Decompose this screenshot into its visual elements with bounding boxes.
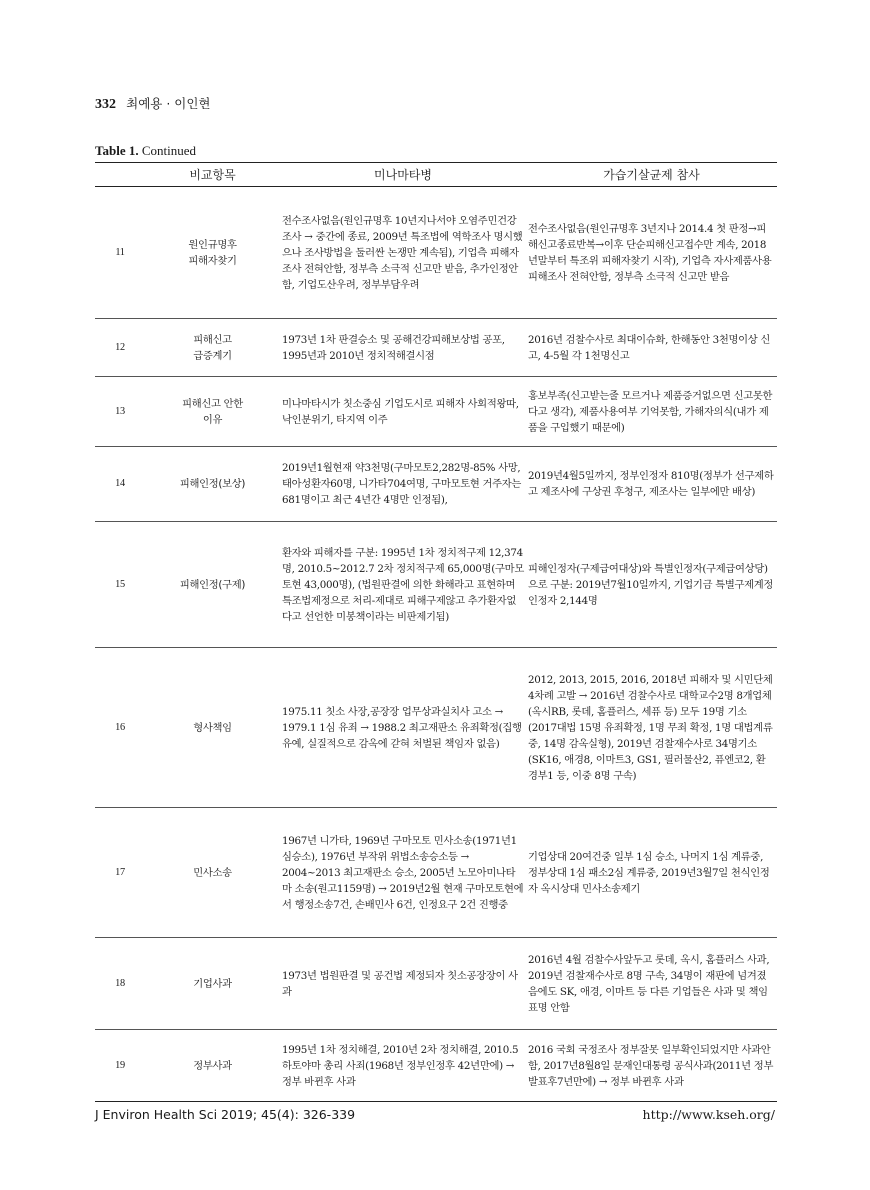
column-header-number [95,163,145,187]
table-caption-text: Continued [141,143,197,158]
row-number: 14 [95,447,145,522]
table-row [95,1030,777,1102]
table-row [95,648,777,808]
journal-url: http://www.kseh.org/ [642,1107,775,1122]
row-number: 13 [95,377,145,447]
humidifier-cell: 2016 국회 국정조사 정부잘못 일부확인되었지만 사과안함, 2017년8월8일 문재인대통령 공식사과(2011년 정부발표후7년만에) → 정부 바뀐후 사과 [526,1030,777,1102]
minamata-cell: 1973년 법원판결 및 공건법 제정되자 칫소공장장이 사과 [280,938,526,1030]
table-row [95,808,777,938]
table-label: Table 1. [95,143,139,158]
humidifier-cell: 홍보부족(신고받는줄 모르거나 제품증거없으면 신고못한다고 생각), 제품사용여부 기억못함, 가해자의식(내가 제품을 구입했기 때문에) [526,377,777,447]
minamata-cell: 전수조사없음(원인규명후 10년지나서야 오염주민건강조사 → 중간에 종료, 2009년 특조법에 역학조사 명시했으나 조사방법을 둘러싼 논쟁만 계속됨), 기업측 피해자조사 전혀안함, 정부측 소극적 신고만 받음, 추가인정안함, 기업도산우려, 정부부담우려 [280,187,526,319]
row-number: 16 [95,648,145,808]
comparison-item: 원인규명후 피해자찾기 [145,187,280,319]
row-number: 11 [95,187,145,319]
comparison-item: 피해인정(구제) [145,522,280,648]
minamata-cell: 환자와 피해자를 구분: 1995년 1차 정치적구제 12,374명, 2010.5~2012.7 2차 정치적구제 65,000명(구마모토현 43,000명), (법원판결에 의한 화해라고 표현하며 특조법제정으로 처리-제대로 피해구제않고 추가환자없다고 선언한 미봉책이라는 비판제기됨) [280,522,526,648]
comparison-table [95,162,777,1102]
minamata-cell: 2019년1월현재 약3천명(구마모토2,282명-85% 사망, 태아성환자60명, 니가타704여명, 구마모토현 거주자는 681명이고 최근 4년간 4명만 인정됨), [280,447,526,522]
humidifier-cell: 2016년 4월 검찰수사앞두고 롯데, 옥시, 홈플러스 사과, 2019년 검찰재수사로 8명 구속, 34명이 재판에 넘겨졌음에도 SK, 애경, 이마트 등 다른 기업들은 사과 및 책임표명 안함 [526,938,777,1030]
author-names: 최예용 · 이인현 [126,96,211,111]
row-number: 12 [95,319,145,377]
minamata-cell: 미나마타시가 칫소중심 기업도시로 피해자 사회적왕따, 낙인분위기, 타지역 이주 [280,377,526,447]
row-number: 17 [95,808,145,938]
comparison-item: 기업사과 [145,938,280,1030]
page-number: 332 [95,97,116,112]
minamata-cell: 1973년 1차 판결승소 및 공해건강피해보상법 공포, 1995년과 2010년 정치적해결시점 [280,319,526,377]
minamata-cell: 1967년 니가타, 1969년 구마모토 민사소송(1971년1심승소), 1976년 부작위 위법소송승소등 → 2004~2013 최고재판소 승소, 2005년 노모아미나타마 소송(원고1159명) → 2019년2월 현재 구마모토현에서 행정소송7건, 손배민사 6건, 인정요구 2건 진행중 [280,808,526,938]
humidifier-cell: 2012, 2013, 2015, 2016, 2018년 피해자 및 시민단체 4차례 고발 → 2016년 검찰수사로 대학교수2명 8개업체(옥시RB, 롯데, 홈플러스, 세퓨 등) 모두 19명 기소(2017대법 15명 유죄확정, 1명 무죄 확정, 1명 대법계류중, 14명 감옥실형), 2019년 검찰재수사로 34명기소(SK16, 애경8, 이마트3, GS1, 필러물산2, 퓨엔코2, 환경부1 등, 이중 8명 구속) [526,648,777,808]
table-row [95,187,777,319]
column-header-humidifier: 가습기살균제 참사 [526,163,777,187]
table-caption [95,143,196,159]
table-body [95,187,777,1102]
minamata-cell: 1995년 1차 정치해결, 2010년 2차 정치해결, 2010.5 하토야마 총리 사죄(1968년 정부인정후 42년만에) → 정부 바뀐후 사과 [280,1030,526,1102]
humidifier-cell: 2016년 검찰수사로 최대이슈화, 한해동안 3천명이상 신고, 4-5월 각 1천명신고 [526,319,777,377]
table-row [95,319,777,377]
row-number: 18 [95,938,145,1030]
humidifier-cell: 전수조사없음(원인규명후 3년지나 2014.4 첫 판정→피해신고종료반복→이후 단순피해신고접수만 계속, 2018년말부터 특조위 피해자찾기 시작), 기업측 자사제품사용피해조사 전혀안함, 정부측 소극적 신고만 받음 [526,187,777,319]
row-number: 15 [95,522,145,648]
row-number: 19 [95,1030,145,1102]
table-row [95,938,777,1030]
humidifier-cell: 기업상대 20여건중 일부 1심 승소, 나머지 1심 계류중, 정부상대 1심 패소2심 계류중, 2019년3월7일 천식인정자 옥시상대 민사소송제기 [526,808,777,938]
column-header-comparison-item: 비교항목 [145,163,280,187]
minamata-cell: 1975.11 칫소 사장,공장장 업무상과실치사 고소 → 1979.1 1심 유죄 → 1988.2 최고재판소 유죄확정(집행유예, 실질적으로 감옥에 갇혀 처벌된 책임자 없음) [280,648,526,808]
table-row [95,522,777,648]
comparison-item: 피해신고 안한 이유 [145,377,280,447]
table-row [95,447,777,522]
comparison-item: 피해인정(보상) [145,447,280,522]
comparison-item: 민사소송 [145,808,280,938]
comparison-item: 피해신고 급증계기 [145,319,280,377]
comparison-item: 정부사과 [145,1030,280,1102]
page-header [95,94,211,113]
humidifier-cell: 피해인정자(구제급여대상)와 특별인정자(구제급여상당)으로 구분: 2019년7월10일까지, 기업기금 특별구제계정인정자 2,144명 [526,522,777,648]
comparison-item: 형사책임 [145,648,280,808]
table-header-row [95,163,777,187]
column-header-minamata: 미나마타병 [280,163,526,187]
table-row [95,377,777,447]
humidifier-cell: 2019년4월5일까지, 정부인정자 810명(정부가 선구제하고 제조사에 구상권 후청구, 제조사는 일부에만 배상) [526,447,777,522]
journal-citation: J Environ Health Sci 2019; 45(4): 326-339 [95,1107,356,1122]
